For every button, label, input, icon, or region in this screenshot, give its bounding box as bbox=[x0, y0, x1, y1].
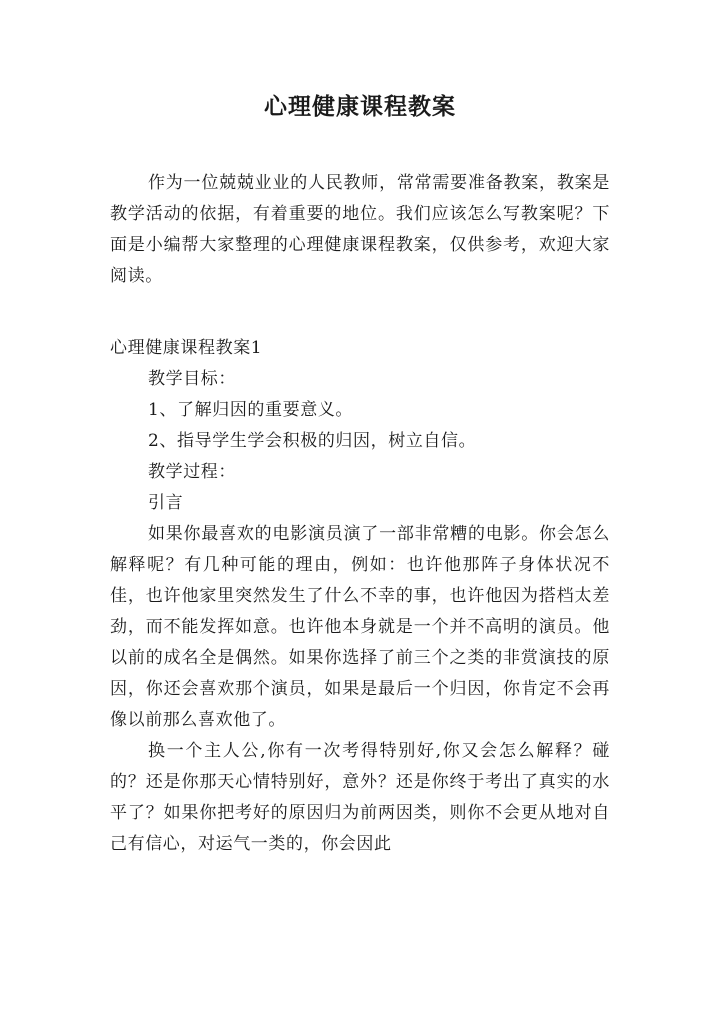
section-title: 心理健康课程教案1 bbox=[110, 338, 263, 358]
intro-paragraph: 作为一位兢兢业业的人民教师，常常需要准备教案，教案是教学活动的依据，有着重要的地位。我们应该怎么写教案呢？下面是小编帮大家整理的心理健康课程教案，仅供参考，欢迎大家阅读。 bbox=[110, 173, 610, 286]
objective-item-1: 1、了解归因的重要意义。 bbox=[148, 400, 354, 420]
document-title: 心理健康课程教案 bbox=[264, 94, 456, 120]
document-body bbox=[110, 168, 610, 860]
objectives-heading: 教学目标： bbox=[148, 369, 236, 389]
body-paragraph-2: 换一个主人公,你有一次考得特别好,你又会怎么解释？碰的？还是你那天心情特别好，意外？还是你终于考出了真实的水平了？如果你把考好的原因归为前两因类，则你不会更从地对自己有信心，对运气一类的，你会因此 bbox=[110, 741, 610, 854]
intro-heading: 引言 bbox=[148, 493, 184, 513]
process-heading: 教学过程： bbox=[148, 462, 236, 482]
body-paragraph-1: 如果你最喜欢的电影演员演了一部非常糟的电影。你会怎么解释呢？有几种可能的理由，例如：也许他那阵子身体状况不佳，也许他家里突然发生了什么不幸的事，也许他因为搭档太差劲，而不能发挥如意。也许他本身就是一个并不高明的演员。他以前的成名全是偶然。如果你选择了前三个之类的非赏演技的原因，你还会喜欢那个演员，如果是最后一个归因，你肯定不会再像以前那么喜欢他了。 bbox=[110, 524, 610, 730]
objective-item-2: 2、指导学生学会积极的归因，树立自信。 bbox=[148, 431, 477, 451]
